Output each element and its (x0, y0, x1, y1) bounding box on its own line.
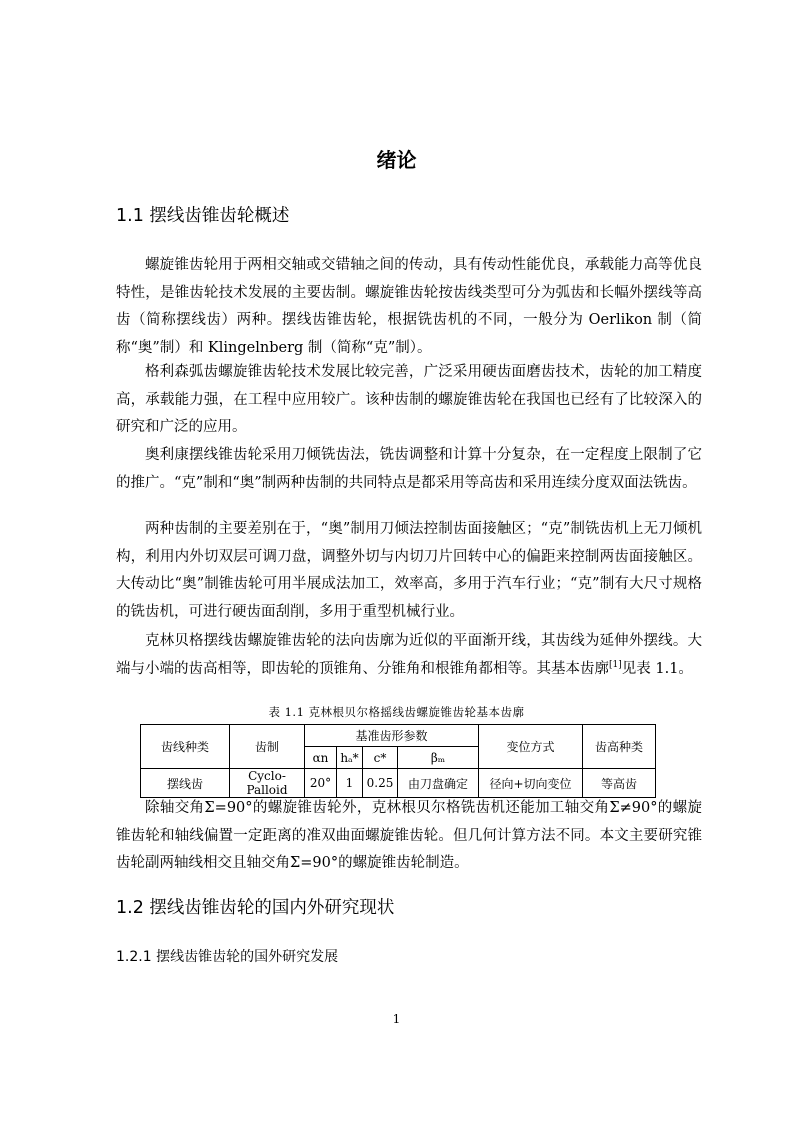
paragraph-2: 格利森弧齿螺旋锥齿轮技术发展比较完善，广泛采用硬齿面磨齿技术，齿轮的加工精度高，承载能力强，在工程中应用较广。该种齿制的螺旋锥齿轮在我国也已经有了比较深入的研究和广泛的应用。 (116, 364, 702, 435)
section-heading-1-2: 1.2 摆线齿锥齿轮的国内外研究现状 (116, 898, 395, 918)
table-caption: 表 1.1 克林根贝尔格摇线齿螺旋锥齿轮基本齿廓 (268, 705, 525, 719)
cell-modification: 径向+切向变位 (479, 769, 583, 798)
cell-c-star: 0.25 (363, 769, 398, 798)
header-alpha-n: αn (305, 747, 337, 769)
header-tooth-system: 齿制 (230, 725, 305, 769)
cell-beta-m: 由刀盘确定 (398, 769, 479, 798)
table-header-row (141, 725, 656, 747)
paragraph-5-text: 克林贝格摆线齿螺旋锥齿轮的法向齿廓为近似的平面渐开线，其齿线为延伸外摆线。大端与小端的齿高相等，即齿轮的顶锥角、分锥角和根锥角都相等。其基本齿廓 (116, 633, 702, 677)
header-basic-profile-params: 基准齿形参数 (305, 725, 479, 747)
section-heading-1-2-1: 1.2.1 摆线齿锥齿轮的国外研究发展 (116, 949, 339, 965)
paragraph-3: 奥利康摆线锥齿轮采用刀倾铣齿法，铣齿调整和计算十分复杂，在一定程度上限制了它的推广。“克”制和“奥”制两种齿制的共同特点是都采用等高齿和采用连续分度双面法铣齿。 (116, 447, 702, 491)
page-number: 1 (392, 1012, 401, 1026)
cell-tooth-height-type: 等高齿 (583, 769, 656, 798)
cell-ha-star: 1 (337, 769, 363, 798)
header-tooth-line-type: 齿线种类 (141, 725, 230, 769)
header-tooth-height-type: 齿高种类 (583, 725, 656, 769)
paragraph-4: 两种齿制的主要差别在于，“奥”制用刀倾法控制齿面接触区；“克”制铣齿机上无刀倾机构，利用内外切双层可调刀盘，调整外切与内切刀片回转中心的偏距来控制两齿面接触区。大传动比“奥”制锥齿轮可用半展成法加工，效率高，多用于汽车行业；“克”制有大尺寸规格的铣齿机，可进行硬齿面刮削，多用于重型机械行业。 (116, 521, 702, 620)
paragraph-5-tail: 见表 1.1。 (621, 660, 693, 677)
tooth-profile-table (140, 724, 656, 798)
section-heading-1-1: 1.1 摆线齿锥齿轮概述 (116, 206, 290, 226)
paragraph-5 (116, 628, 702, 683)
cell-alpha-n: 20° (305, 769, 337, 798)
paragraph-1: 螺旋锥齿轮用于两相交轴或交错轴之间的传动，具有传动性能优良，承载能力高等优良特性，是锥齿轮技术发展的主要齿制。螺旋锥齿轮按齿线类型可分为弧齿和长幅外摆线等高齿（简称摆线齿）两种。摆线齿锥齿轮，根据铣齿机的不同，一般分为 Oerlikon 制（简称“奥”制）和 Klingelnberg 制（简称“克”制）。 (116, 257, 702, 356)
paragraph-6: 除轴交角Σ=90°的螺旋锥齿轮外，克林根贝尔格铣齿机还能加工轴交角Σ≠90°的螺旋锥齿轮和轴线偏置一定距离的准双曲面螺旋锥齿轮。但几何计算方法不同。本文主要研究锥齿轮副两轴线相交且轴交角Σ=90°的螺旋锥齿轮制造。 (116, 800, 702, 871)
header-ha-star: hₐ* (337, 747, 363, 769)
cell-tooth-system: Cyclo-Palloid (230, 769, 305, 798)
citation-ref: [1] (609, 659, 622, 670)
header-beta-m: βₘ (398, 747, 479, 769)
header-c-star: c* (363, 747, 398, 769)
chapter-title: 绪论 (376, 148, 417, 172)
table-row (141, 769, 656, 798)
cell-tooth-line-type: 摆线齿 (141, 769, 230, 798)
header-modification: 变位方式 (479, 725, 583, 769)
